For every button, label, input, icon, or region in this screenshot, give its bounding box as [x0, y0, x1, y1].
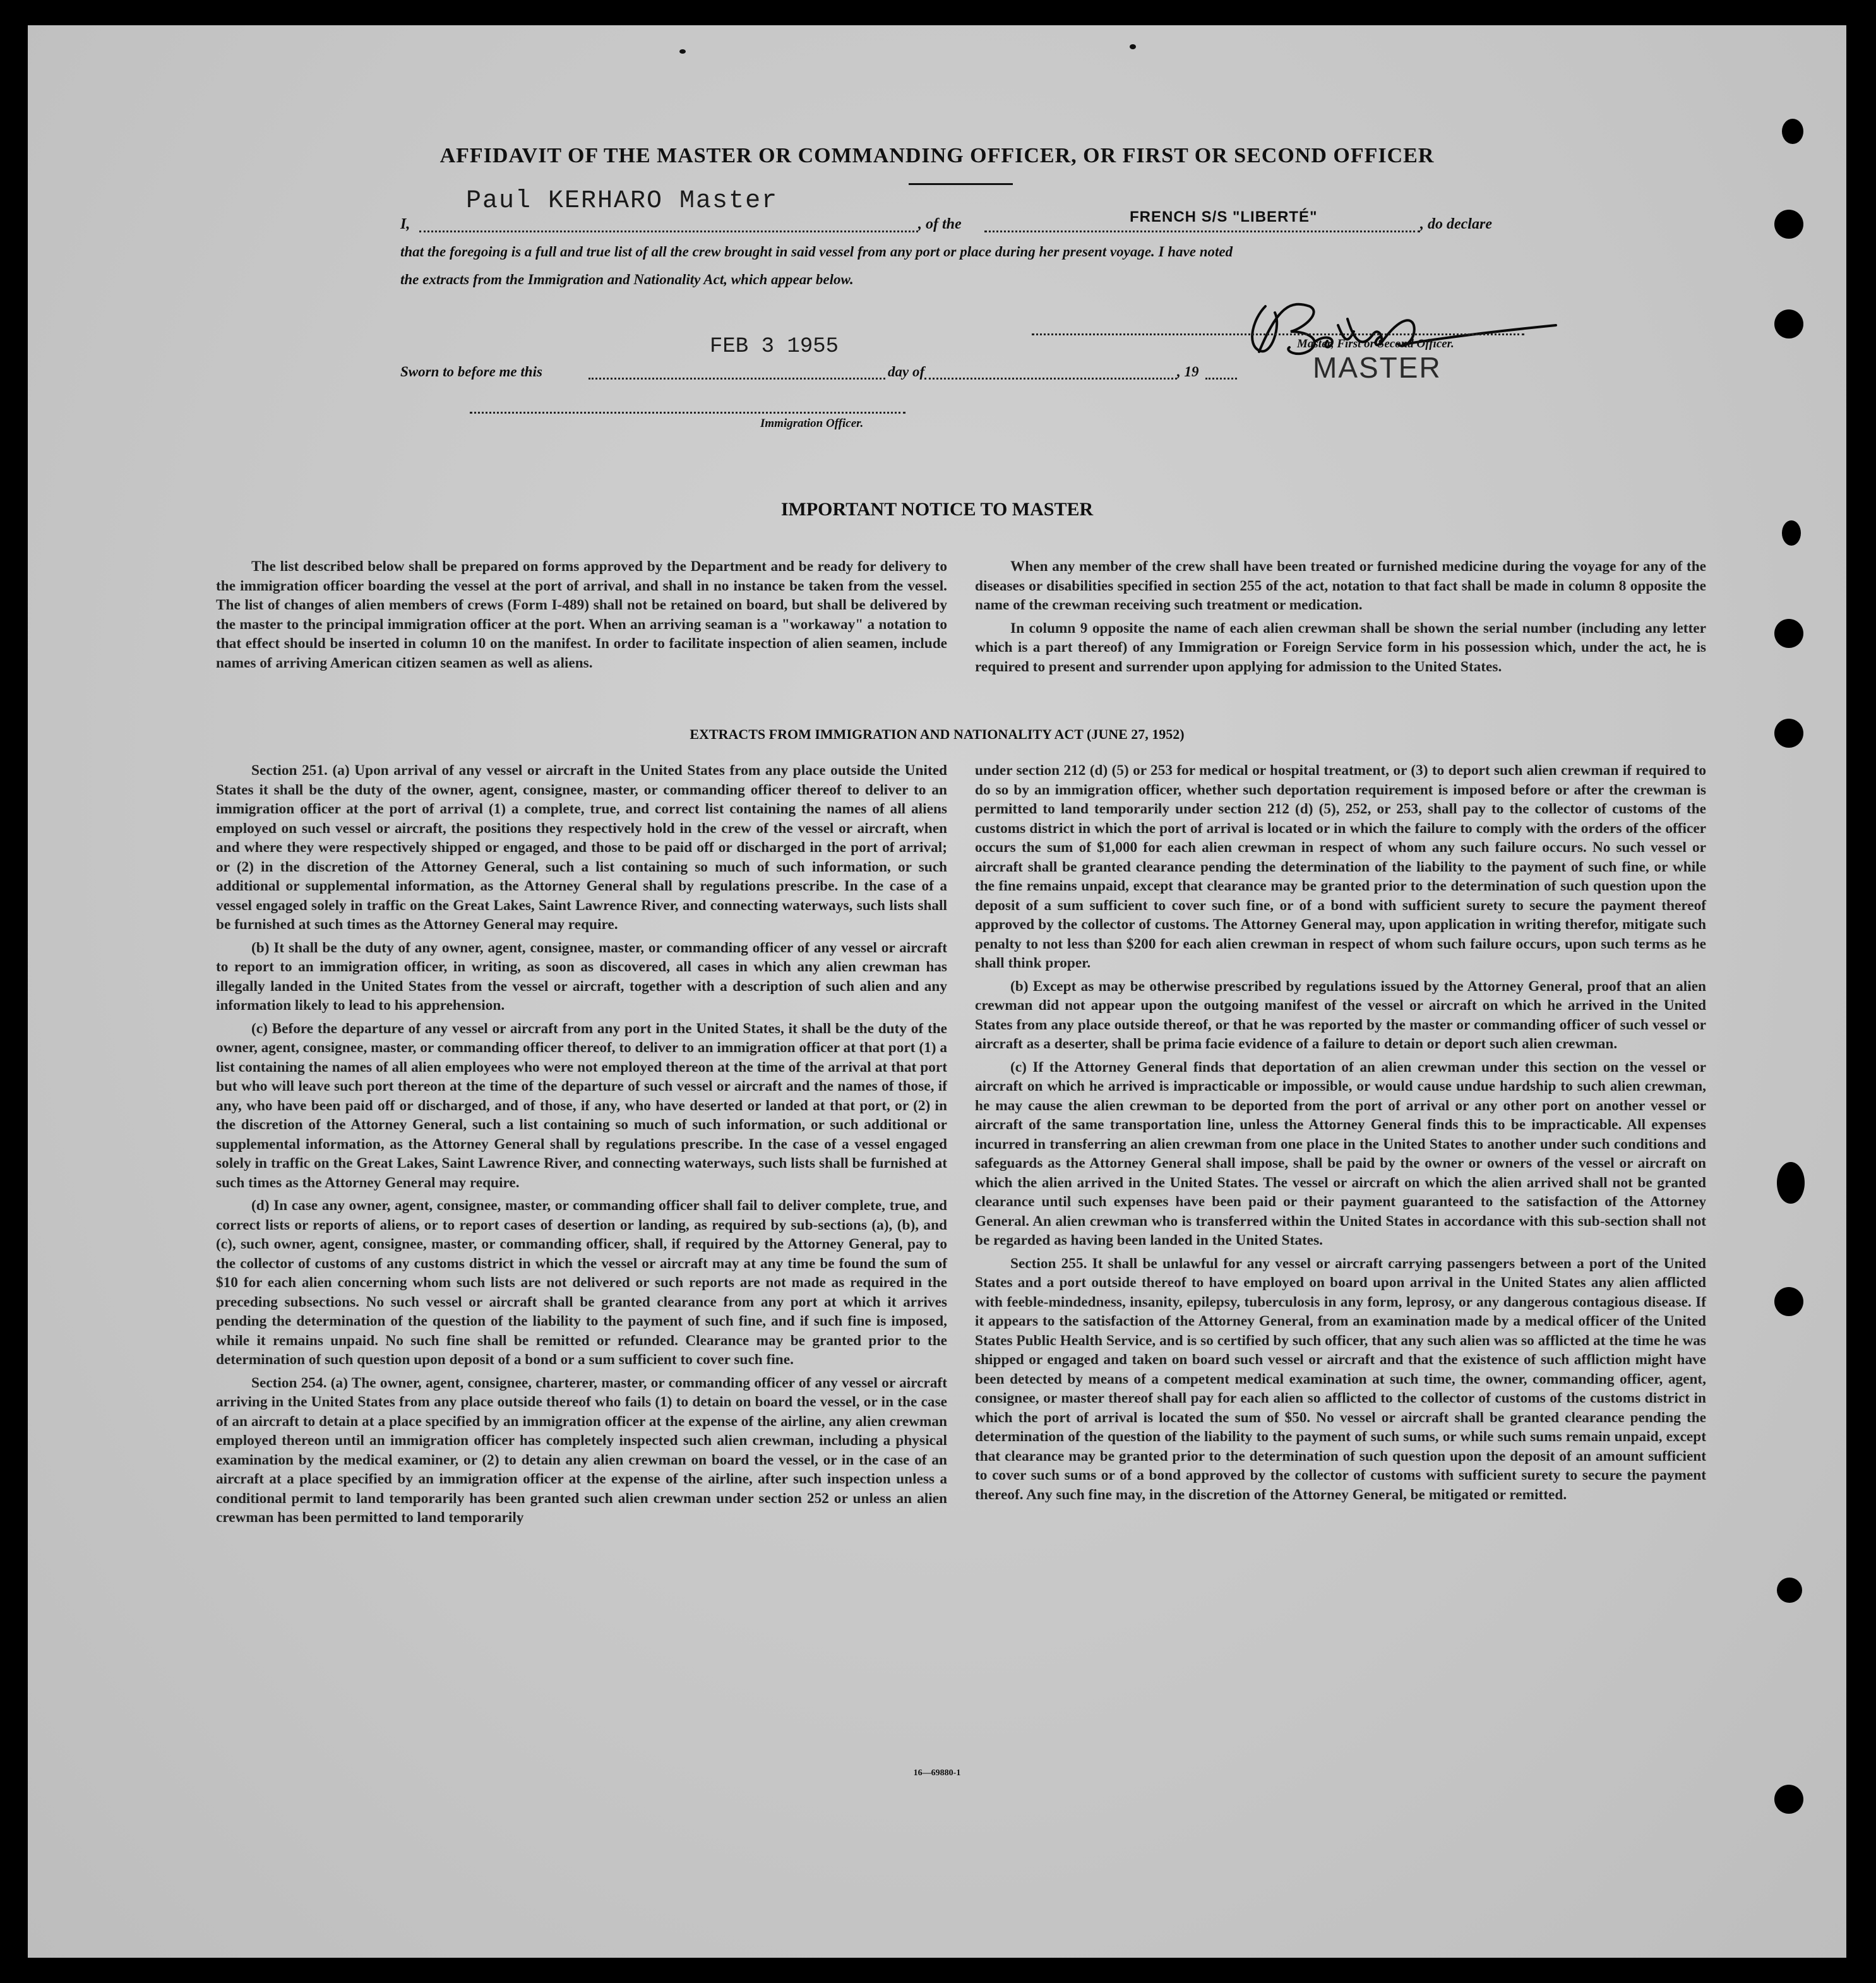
section-251a: Section 251. (a) Upon arrival of any vessel or aircraft in the United States from any place outside the United States it shall be the duty of the owner, agent, consignee, master, or commanding officer thereof to deliver to an immigration officer at the port of arrival (1) a complete, true, and correct list containing the names of all aliens employed on such vessel or aircraft, the positions they respectively hold in the crew of the vessel or aircraft, when and where they were respectively shipped or engaged, and those to be paid off or discharged in the port of arrival; or (2) in the discretion of the Attorney General, such a list containing so much of such information, or such additional or supplemental information, as the Attorney General shall by regulations prescribe. In the case of a vessel engaged solely in traffic on the Great Lakes, Saint Lawrence River, and connecting waterways, such lists shall be furnished at such times as the Attorney General may require.: [216, 762, 947, 933]
declaration-line-2: the extracts from the Immigration and Nationality Act, which appear below.: [400, 272, 854, 287]
master-stamp: MASTER: [1313, 351, 1442, 384]
punch-hole: [1777, 1578, 1802, 1603]
punch-hole: [1774, 309, 1803, 338]
year-line: [1205, 378, 1237, 380]
ink-speck: [679, 49, 686, 54]
notice-right-column: [975, 557, 1706, 680]
section-254b: (b) Except as may be otherwise prescribed by regulations issued by the Attorney General, proof that an alien crewman did not appear upon the outgoing manifest of the vessel or aircraft on which he arrived in the United States from any place outside thereof, or that he was reported by the master or commanding officer of such vessel or aircraft as a deserter, shall be prima facie evidence of a failure to detain or deport such alien crewman.: [975, 978, 1706, 1052]
punch-hole: [1774, 619, 1803, 648]
vessel-line: [984, 231, 1420, 232]
do-declare-label: , do declare: [1420, 216, 1492, 232]
signature-caption: Master, First or Second Officer.: [1297, 337, 1454, 350]
day-of-label: day of: [888, 364, 925, 380]
title-rule: [909, 183, 1013, 185]
notice-right-paragraph-2: In column 9 opposite the name of each alien crewman shall be shown the serial number (including any letter which is a part thereof) of any Immigration or Foreign Service form in his possession which, under the act, he is required to present and surrender upon applying for admission to the United States.: [975, 620, 1706, 675]
ink-speck: [1130, 44, 1136, 49]
sworn-label: Sworn to before me this: [400, 364, 542, 380]
punch-hole: [1777, 1162, 1805, 1204]
master-typed-name: Paul KERHARO Master: [466, 187, 779, 215]
punch-hole: [1774, 1785, 1803, 1814]
immigration-officer-label: Immigration Officer.: [760, 417, 864, 430]
extracts-right-column: [975, 761, 1706, 1508]
extracts-heading: EXTRACTS FROM IMMIGRATION AND NATIONALITY ACT (JUNE 27, 1952): [690, 726, 1185, 742]
of-the-label: , of the: [918, 216, 962, 232]
section-251b: (b) It shall be the duty of any owner, agent, consignee, master, or commanding officer of any vessel or aircraft to report to an immigration officer, in writing, as soon as discovered, all cases in which any alien crewman has illegally landed in the United States from the vessel or aircraft, together with a description of such alien and any information likely to lead to his apprehension.: [216, 939, 947, 1014]
notice-left-paragraph: The list described below shall be prepared on forms approved by the Department and be ready for delivery to the immigration officer boarding the vessel at the port of arrival, and shall in no instance be taken from the vessel. The list of changes of alien members of crews (Form I-489) shall not be retained on board, but shall be delivered by the master to the principal immigration officer at the port. When an arriving seaman is a "workaway" a notation to that effect should be inserted in column 10 on the manifest. In order to facilitate inspection of alien seamen, include names of arriving American citizen seamen as well as aliens.: [216, 558, 947, 671]
notice-right-paragraph-1: When any member of the crew shall have been treated or furnished medicine during the voyage for any of the diseases or disabilities specified in section 255 of the act, notation to that fact shall be made in column 8 opposite the name of the crewman receiving such treatment or medication.: [975, 558, 1706, 613]
immigration-officer-line: [470, 412, 905, 414]
extracts-left-column: [216, 761, 947, 1531]
section-255: Section 255. It shall be unlawful for any vessel or aircraft carrying passengers between a port of the United States and a port outside thereof to have employed on board upon arrival in the United States any alien afflicted with feeble-mindedness, insanity, epilepsy, tuberculosis in any form, leprosy, or any dangerous contagious disease. If it appears to the satisfaction of the Attorney General, from an examination made by a medical officer of the United States Public Health Service, and is so certified by such officer, that any such alien was so afflicted at the time he was shipped or engaged and taken on board such vessel or aircraft and that the existence of such affliction might have been detected by means of a competent medical examination at such time, the owner, commanding officer, agent, consignee, or master thereof shall pay for each alien so afflicted to the collector of customs of the customs district in which the port of arrival is located the sum of $50. No vessel or aircraft shall be granted clearance pending the determination of the question of the liability to the payment of such sums, or while such sums remain unpaid, except that clearance may be granted prior to the determination of such question upon the deposit of an amount sufficient to cover such sums or of a bond approved by the collector of customs with sufficient surety to secure the payment thereof. Any such fine may, in the discretion of the Attorney General, be mitigated or remitted.: [975, 1255, 1706, 1503]
section-254c: (c) If the Attorney General finds that deportation of an alien crewman under this section on the vessel or aircraft on which he arrived is impracticable or impossible, or would cause undue hardship to such alien crewman, he may cause the alien crewman to be deported from the port of arrival or any other port on another vessel or aircraft of the same transportation line, unless the Attorney General finds this to be impracticable. All expenses incurred in transferring an alien crewman from one place in the United States to another under such conditions and safeguards as the Attorney General shall impose, shall be paid by the owner or owners of the vessel or aircraft on which the alien arrived in the United States. The vessel or aircraft on which the alien arrived shall not be granted clearance until such expenses have been paid or their payment guaranteed to the satisfaction of the Attorney General. An alien crewman who is transferred within the United States in accordance with this sub-section shall not be regarded as having been landed in the United States.: [975, 1058, 1706, 1249]
i-label: I,: [400, 216, 410, 232]
sworn-date: FEB 3 1955: [710, 335, 839, 359]
punch-hole: [1782, 520, 1801, 546]
document-page: [28, 25, 1846, 1958]
section-251d: (d) In case any owner, agent, consignee, master, or commanding officer shall fail to deliver complete, true, and correct lists or reports of aliens, or to report cases of desertion or landing, as required by sub-sections (a), (b), and (c), such owner, agent, consignee, master, or commanding officer, shall, if required by the Attorney General, pay to the collector of customs of any customs district in which the vessel or aircraft may at any time be found the sum of $10 for each alien concerning whom such lists are not delivered or such reports are not made as required in the preceding subsections. No such vessel or aircraft shall be granted clearance from any port at which it arrives pending the determination of the question of the liability to the payment of such fine, and if such fine is imposed, while it remains unpaid. No such fine shall be remitted or refunded. Clearance may be granted prior to the determination of such question upon deposit of a bond or a sum sufficient to cover such fine.: [216, 1197, 947, 1368]
year-prefix: , 19: [1177, 364, 1199, 380]
declaration-line-1: that the foregoing is a full and true list of all the crew brought in said vessel from any port or place during her present voyage. I have noted: [400, 244, 1233, 260]
sworn-month-line: [924, 378, 1177, 380]
section-251c: (c) Before the departure of any vessel or aircraft from any port in the United States, it shall be the duty of the owner, agent, consignee, master, or commanding officer thereof, to deliver to an immigration officer at that port (1) a list containing the names of all alien employees who were not employed thereon at the time of the arrival at that port but who will leave such port thereon at the time of the departure of such vessel or aircraft and the names of those, if any, who have been paid off or discharged, and of those, if any, who have deserted or landed at that port, or (2) in the discretion of the Attorney General, such a list containing so much of such information, or such additional or supplemental information, as the Attorney General shall by regulations prescribe. In the case of a vessel engaged solely in traffic on the Great Lakes, Saint Lawrence River, and connecting waterways, such lists shall be furnished at such times as the Attorney General may require.: [216, 1020, 947, 1191]
punch-hole: [1774, 210, 1803, 239]
signature-line: [1032, 333, 1524, 335]
section-254a-continued: under section 212 (d) (5) or 253 for medical or hospital treatment, or (3) to deport such alien crewman if required to do so by an immigration officer, whether such deportation requirement is imposed before or after the crewman is permitted to land temporarily under section 212 (d) (5), 252, or 253, shall pay to the collector of customs of the customs district in which the port of arrival is located or in which the failure to comply with the orders of the officer occurs the sum of $1,000 for each alien crewman in respect of whom any such failure occurs. No such vessel or aircraft shall be granted clearance pending the determination of the liability to the payment of such fine, or while the fine remains unpaid, except that clearance may be granted prior to the determination of such question upon the deposit of a sum sufficient to cover such fine, or of a bond with sufficient surety to secure the payment thereof approved by the collector of customs. The Attorney General may, upon application in writing therefor, mitigate such penalty to not less than $200 for each alien crewman in respect of whom such failure occurs, upon such terms as he shall think proper.: [975, 762, 1706, 971]
affidavit-title: AFFIDAVIT OF THE MASTER OR COMMANDING OFFICER, OR FIRST OR SECOND OFFICER: [439, 144, 1435, 167]
punch-hole: [1774, 719, 1803, 748]
name-line: [419, 231, 918, 232]
form-code: 16—69880-1: [913, 1768, 961, 1778]
sworn-day-line: [588, 378, 885, 380]
punch-hole: [1782, 119, 1803, 144]
section-254a: Section 254. (a) The owner, agent, consignee, charterer, master, or commanding officer of any vessel or aircraft arriving in the United States from any place outside thereof who fails (1) to detain on board the vessel, or in the case of an aircraft to detain at a place specified by an immigration officer at the expense of the airline, any alien crewman employed thereon until an immigration officer has completely inspected such alien crewman, including a physical examination by the medical examiner, or (2) to detain any alien crewman on board the vessel, or in the case of an aircraft at a place specified by an immigration officer at the expense of the airline, after such inspection unless a conditional permit to land temporarily has been granted such alien crewman under section 252 or unless an alien crewman has been permitted to land temporarily: [216, 1374, 947, 1526]
vessel-name: FRENCH S/S "LIBERTÉ": [1130, 208, 1318, 225]
notice-heading: IMPORTANT NOTICE TO MASTER: [780, 499, 1094, 520]
punch-hole: [1774, 1287, 1803, 1316]
notice-left-column: [216, 557, 947, 676]
